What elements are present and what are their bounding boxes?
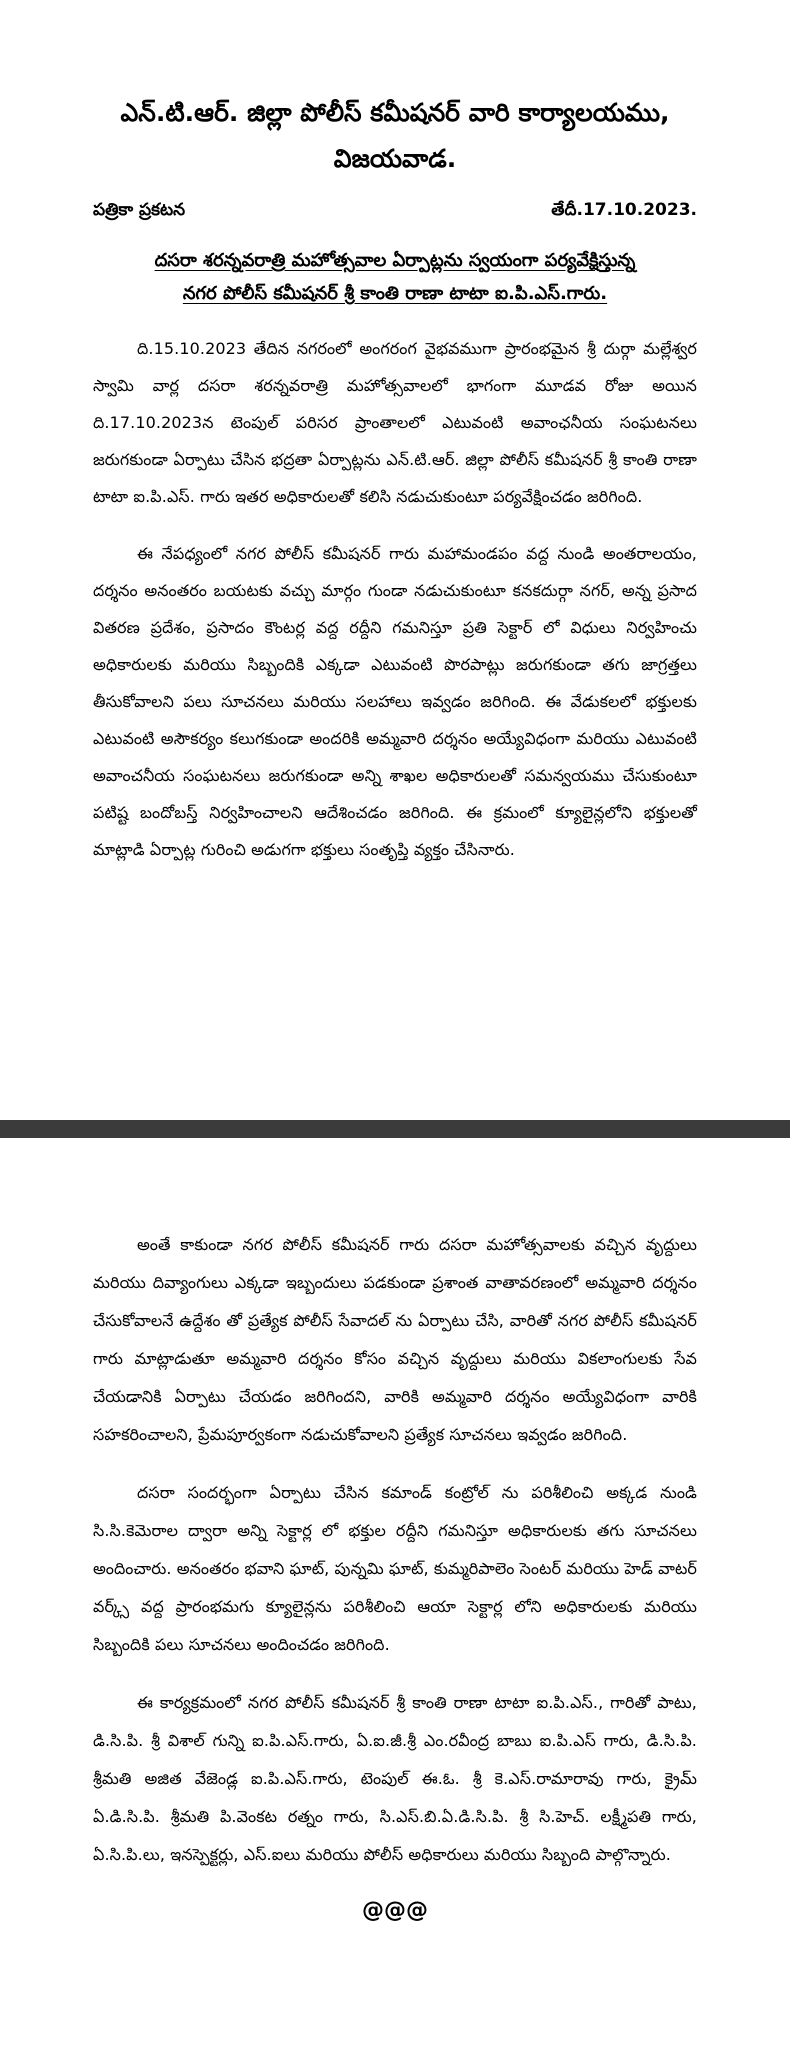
page-separator — [0, 1120, 790, 1138]
office-title-line-2: విజయవాడ. — [333, 144, 457, 173]
subject-line-2: నగర పోలీస్ కమీషనర్ శ్రీ కాంతి రాణా టాటా ఐ.పి.ఎస్.గారు. — [182, 283, 608, 304]
press-meta-row — [93, 200, 697, 224]
press-release-label: పత్రికా ప్రకటన — [93, 200, 186, 220]
body-paragraph: ఈ నేపధ్యంలో నగర పోలీస్ కమీషనర్ గారు మహామండపం వద్ద నుండి అంతరాలయం, దర్శనం అనంతరం బయటకు వచ్చు మార్గం గుండా నడుచుకుంటూ కనకదుర్గా నగర్, అన్న ప్రసాద వితరణ ప్రదేశం, ప్రసాదం కౌంటర్ల వద్ద రద్దీని గమనిస్తూ ప్రతి సెక్టార్ లో విధులు నిర్వహించు అధికారులకు మరియు సిబ్బందికి ఎక్కడా ఎటువంటి పొరపాట్లు జరుగకుండా తగు జాగ్రత్తలు తీసుకోవాలని పలు సూచనలు మరియు సలహాలు ఇవ్వడం జరిగింది. ఈ వేడుకలలో భక్తులకు ఎటువంటి అసౌకర్యం కలుగకుండా అందరికి అమ్మవారి దర్శనం అయ్యేవిధంగా మరియు ఎటువంటి అవాంచనీయ సంఘటనలు జరుగకుండా అన్ని శాఖల అధికారులతో సమన్వయము చేసుకుంటూ పటిష్ట బందోబస్త్ నిర్వహించాలని ఆదేశించడం జరిగింది. ఈ క్రమంలో క్యూలైన్లలోని భక్తులతో మాట్లాడి ఏర్పాట్ల గురించి అడుగగా భక్తులు సంతృప్తి వ్యక్తం చేసినారు. — [93, 544, 697, 859]
body-paragraph: దసరా సందర్భంగా ఏర్పాటు చేసిన కమాండ్ కంట్రోల్ ను పరిశీలించి అక్కడ నుండి సి.సి.కెమెరాల ద్వారా అన్ని సెక్టార్ల లో భక్తుల రద్దీని గమనిస్తూ అధికారులకు తగు సూచనలు అందించారు. అనంతరం భవాని ఘాట్, పున్నమి ఘాట్, కుమ్మరిపాలెం సెంటర్ మరియు హెడ్ వాటర్ వర్క్స్ వద్ద ప్రారంభమగు క్యూలైన్లను పరిశీలించి ఆయా సెక్టార్ల లోని అధికారులకు మరియు సిబ్బందికి పలు సూచనలు అందించడం జరిగింది. — [93, 1483, 697, 1654]
office-title — [93, 90, 697, 182]
body-paragraph: ఈ కార్యక్రమంలో నగర పోలీస్ కమీషనర్ శ్రీ కాంతి రాణా టాటా ఐ.పి.ఎస్., గారితో పాటు, డి.సి.పి. శ్రీ విశాల్ గున్ని ఐ.పి.ఎస్.గారు, ఏ.ఐ.జీ.శ్రీ ఎం.రవీంద్ర బాబు ఐ.పి.ఎస్ గారు, డి.సి.పి. శ్రీమతి అజిత వేజెండ్ల ఐ.పి.ఎస్.గారు, టెంపుల్ ఈ.ఓ. శ్రీ కె.ఎస్.రామారావు గారు, క్రైమ్ ఏ.డి.సి.పి. శ్రీమతి పి.వెంకట రత్నం గారు, సి.ఎస్.బి.ఏ.డి.సి.పి. శ్రీ సి.హెచ్. లక్ష్మీపతి గారు, ఏ.సి.పి.లు, ఇనస్పెక్టర్లు, ఎస్.ఐలు మరియు పోలీస్ అధికారులు మరియు సిబ్బంది పాల్గొన్నారు. — [93, 1693, 697, 1864]
subject-line-1: దసరా శరన్నవరాత్రి మహోత్సవాల ఏర్పాట్లను స్వయంగా పర్యవేక్షిస్తున్న — [154, 250, 636, 271]
page-two — [0, 1138, 790, 2051]
body-paragraph: అంతే కాకుండా నగర పోలీస్ కమీషనర్ గారు దసరా మహోత్సవాలకు వచ్చిన వృద్దులు మరియు దివ్యాంగులు ఎక్కడా ఇబ్బందులు పడకుండా ప్రశాంత వాతావరణంలో అమ్మవారి దర్శనం చేసుకోవాలనే ఉద్దేశం తో ప్రత్యేక పోలీస్ సేవాదల్ ను ఏర్పాటు చేసి, వారితో నగర పోలీస్ కమీషనర్ గారు మాట్లాడుతూ అమ్మవారి దర్శనం కోసం వచ్చిన వృద్దులు మరియు వికలాంగులకు సేవ చేయడానికి ఏర్పాటు చేయడం జరిగిందని, వారికి అమ్మవారి దర్శనం అయ్యేవిధంగా వారికి సహకరించాలని, ప్రేమపూర్వకంగా నడుచుకోవాలని ప్రత్యేక సూచనలు ఇవ్వడం జరిగింది. — [93, 1235, 697, 1444]
body-paragraph: ది.15.10.2023 తేదిన నగరంలో అంగరంగ వైభవముగా ప్రారంభమైన శ్రీ దుర్గా మల్లేశ్వర స్వామి వార్ల దసరా శరన్నవరాత్రి మహోత్సవాలలో భాగంగా మూడవ రోజు అయిన ది.17.10.2023న టెంపుల్ పరిసర ప్రాంతాలలో ఎటువంటి అవాంఛనీయ సంఘటనలు జరుగకుండా ఏర్పాటు చేసిన భద్రతా ఏర్పాట్లను ఎన్.టి.ఆర్. జిల్లా పోలీస్ కమీషనర్ శ్రీ కాంతి రాణా టాటా ఐ.పి.ఎస్. గారు ఇతర అధికారులతో కలిసి నడుచుకుంటూ పర్యవేక్షించడం జరిగింది. — [93, 339, 697, 506]
office-title-line-1: ఎన్.టి.ఆర్. జిల్లా పోలీస్ కమీషనర్ వారి కార్యాలయము, — [120, 98, 670, 127]
closing-mark: @@@ — [362, 1898, 428, 1923]
press-release-date: తేదీ.17.10.2023. — [551, 200, 697, 220]
subject-heading — [115, 244, 675, 310]
